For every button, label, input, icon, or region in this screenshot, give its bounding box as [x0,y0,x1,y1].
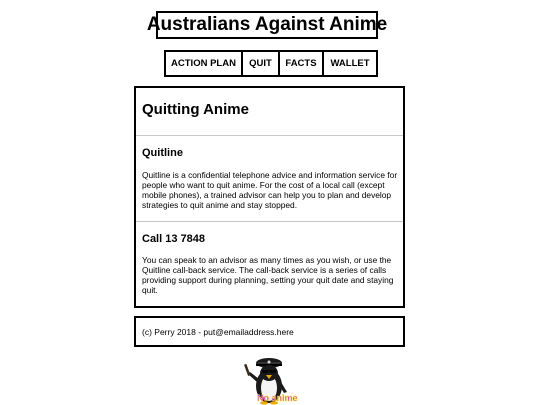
svg-text:No anime: No anime [257,393,298,403]
footer [134,316,405,347]
section-body-quitline: Quitline is a confidential telephone advice and information service for people who want to quit anime. For the cost of a local call (except mobile phones), a trained advisor can help you to plan and develop strategies to quit anime and stay stopped. [142,170,398,210]
footer-text: (c) Perry 2018 - put@emailaddress.here [142,327,294,337]
section-title-quitline: Quitline [142,147,183,159]
divider [136,221,403,222]
nav-item-facts[interactable]: FACTS [280,52,324,75]
main-content [134,86,405,308]
no-anime-logo [257,393,298,403]
section-body-call: You can speak to an advisor as many times as you wish, or use the Quitline call-back service. The call-back service is a series of calls providing support during planning, setting your quit date and staying quit. [142,255,394,295]
page-title: Quitting Anime [142,101,249,118]
nav-item-wallet[interactable]: WALLET [330,58,370,69]
main-nav [164,50,378,77]
section-title-call: Call 13 7848 [142,233,205,245]
site-title: Australians Against Anime [156,11,378,39]
nav-item-quit[interactable]: QUIT [243,52,280,75]
divider [136,135,403,136]
nav-item-action-plan[interactable]: ACTION PLAN [166,52,243,75]
police-penguin-icon [240,352,302,405]
